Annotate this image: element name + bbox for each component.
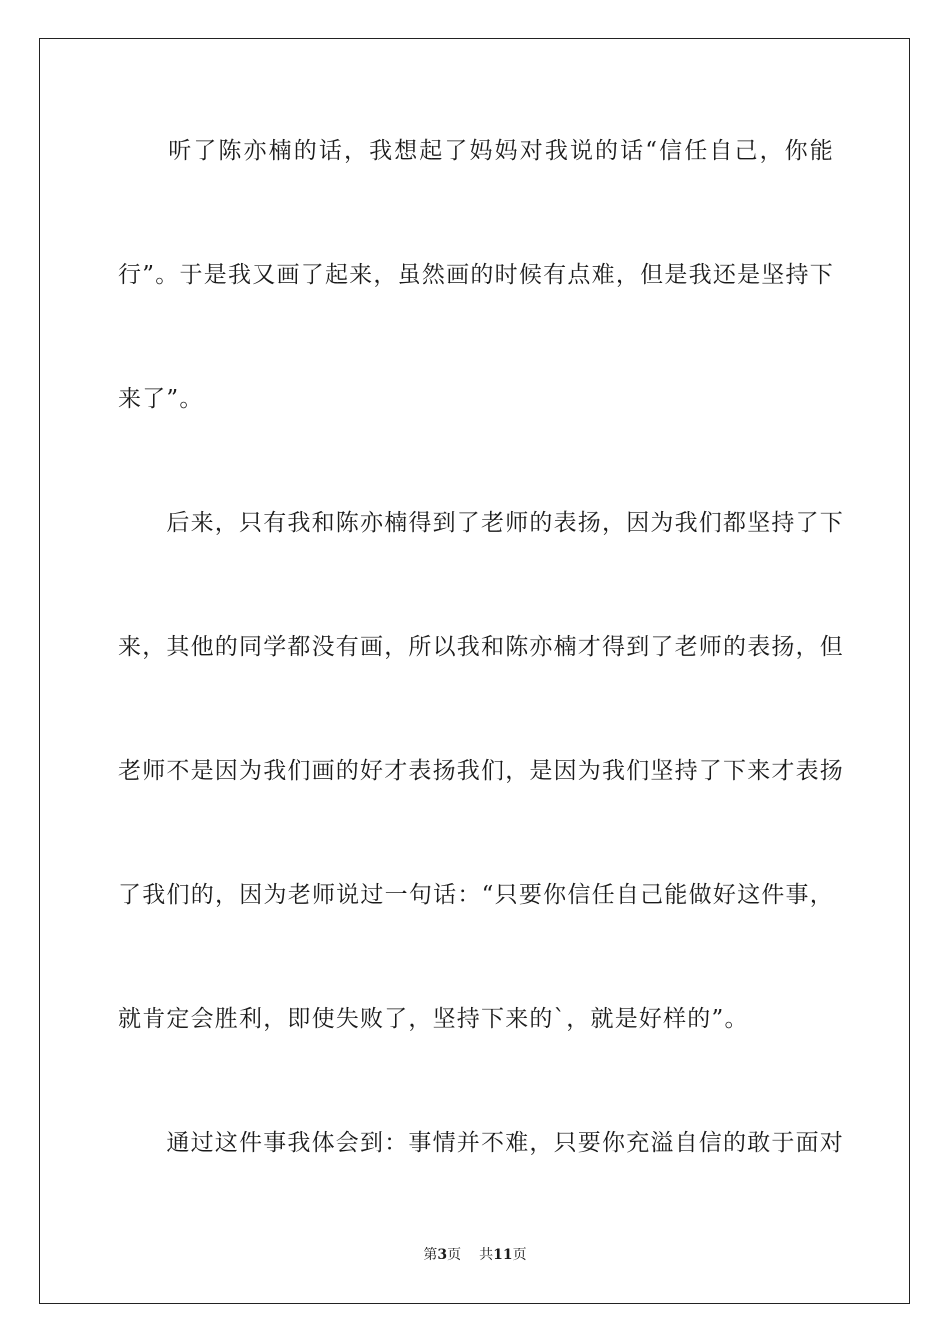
text-line-8: 就肯定会胜利，即使失败了，坚持下来的`，就是好样的”。 — [118, 1006, 749, 1032]
footer-total-number: 11 — [493, 1247, 513, 1263]
text-line-1: 听了陈亦楠的话，我想起了妈妈对我说的话“信任自己，你能 — [118, 138, 834, 164]
footer-page-suffix: 页 — [447, 1247, 462, 1263]
footer-total-suffix: 页 — [512, 1247, 527, 1263]
footer-page-number: 3 — [437, 1247, 448, 1263]
text-line-7: 了我们的，因为老师说过一句话：“只要你信任自己能做好这件事， — [118, 882, 834, 908]
text-line-4: 后来，只有我和陈亦楠得到了老师的表扬，因为我们都坚持了下 — [118, 510, 844, 536]
page-frame — [39, 38, 910, 1304]
text-line-6: 老师不是因为我们画的好才表扬我们，是因为我们坚持了下来才表扬 — [118, 758, 844, 784]
footer-total-prefix: 共 — [479, 1247, 494, 1263]
footer-page-prefix: 第 — [423, 1247, 438, 1263]
text-line-3: 来了”。 — [118, 386, 204, 412]
text-line-5: 来，其他的同学都没有画，所以我和陈亦楠才得到了老师的表扬，但 — [118, 634, 844, 660]
text-line-2: 行”。于是我又画了起来，虽然画的时候有点难，但是我还是坚持下 — [118, 262, 834, 288]
page-footer — [0, 1246, 950, 1264]
text-line-9: 通过这件事我体会到：事情并不难，只要你充溢自信的敢于面对 — [118, 1130, 844, 1156]
